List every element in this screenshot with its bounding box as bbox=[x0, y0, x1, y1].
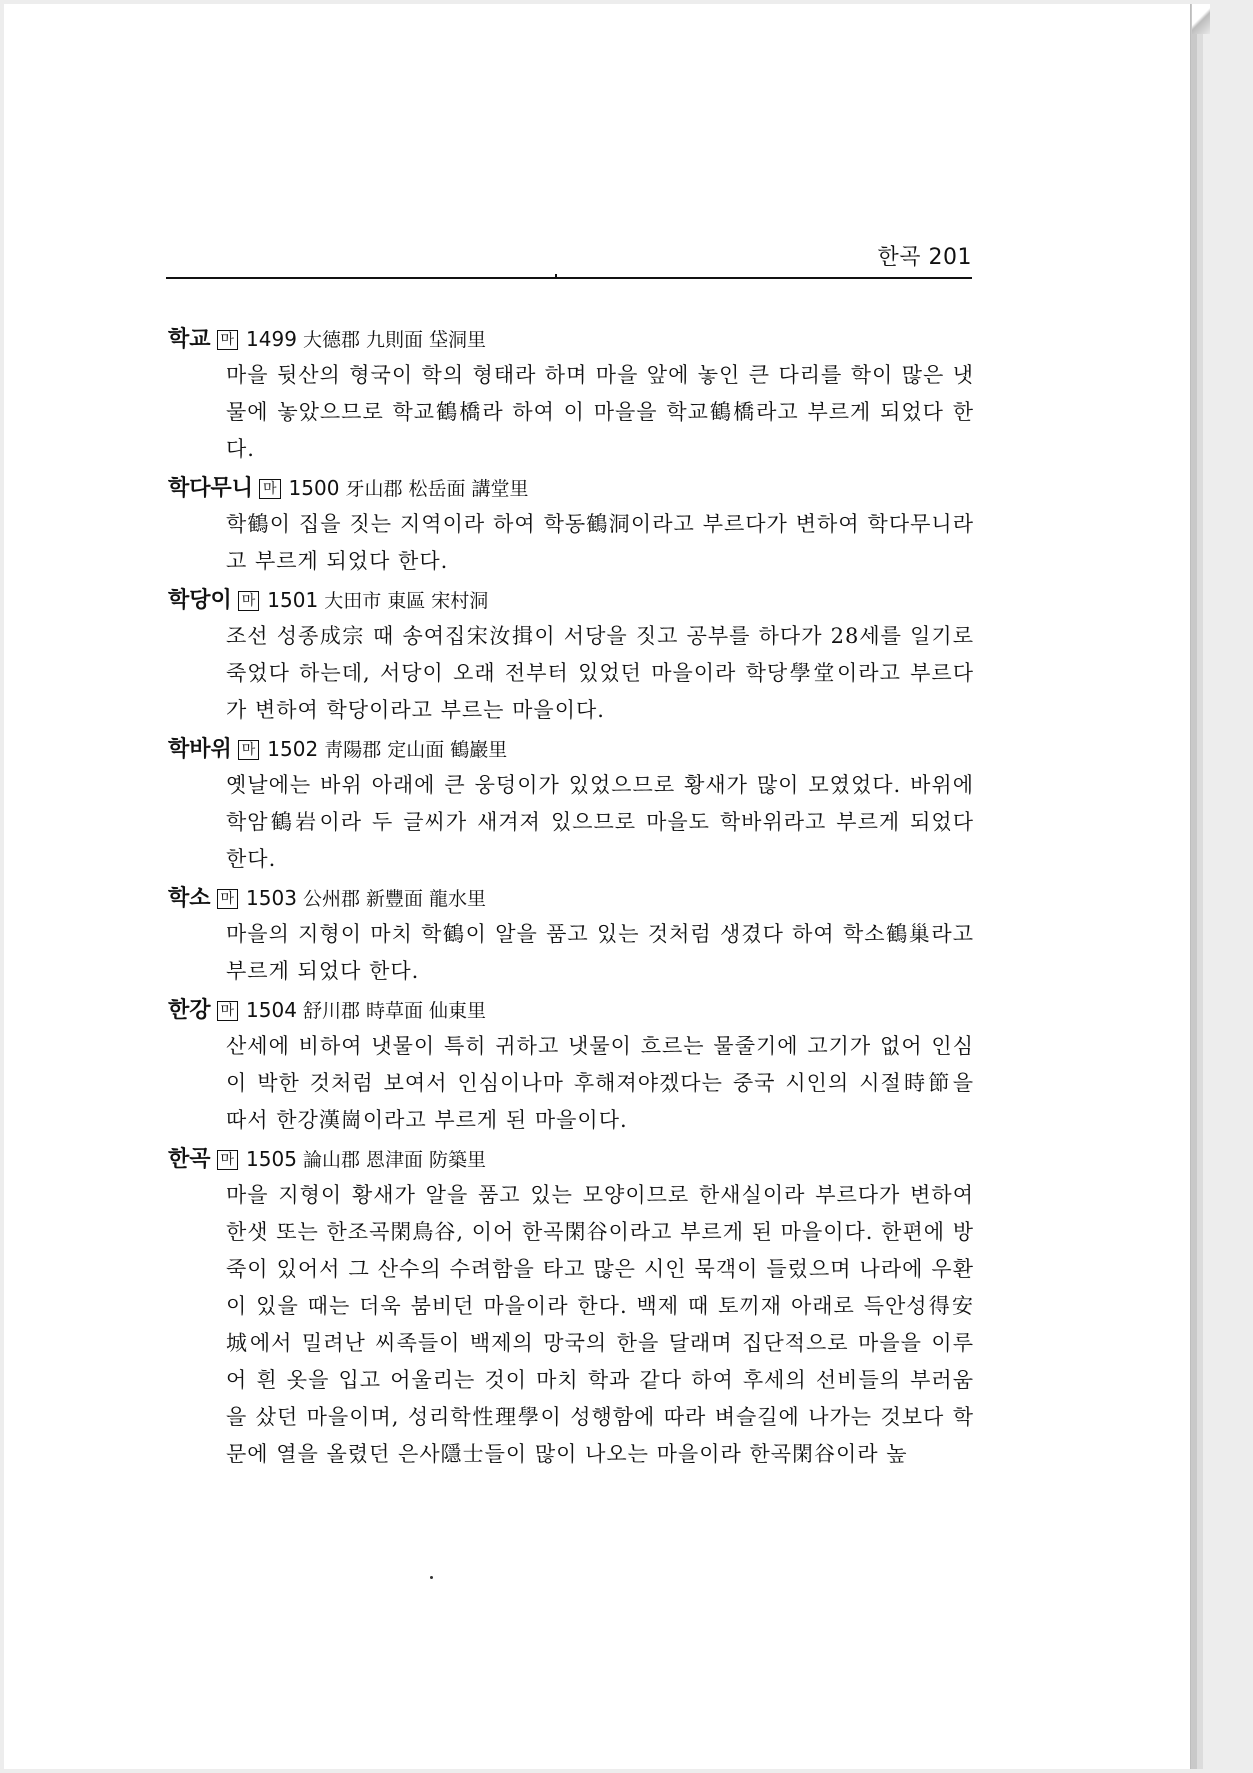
entry-1503 bbox=[168, 881, 974, 990]
entry-number: 1503 bbox=[246, 886, 297, 910]
category-badge: 마 bbox=[217, 889, 239, 909]
page-corner-curl bbox=[1192, 4, 1210, 34]
header-rule bbox=[166, 277, 972, 279]
entry-place: 靑陽郡 定山面 鶴巖里 bbox=[324, 739, 508, 761]
entry-number: 1502 bbox=[267, 737, 319, 761]
entry-name: 한강 bbox=[168, 998, 211, 1023]
entry-place: 牙山郡 松岳面 講堂里 bbox=[345, 478, 529, 500]
entry-1501 bbox=[168, 583, 974, 729]
entry-name: 한곡 bbox=[168, 1147, 211, 1172]
category-badge: 마 bbox=[238, 740, 260, 760]
entry-number: 1501 bbox=[267, 588, 319, 612]
entry-heading bbox=[168, 1142, 974, 1177]
category-badge: 마 bbox=[217, 330, 239, 350]
entry-1505 bbox=[168, 1142, 974, 1473]
entry-number: 1499 bbox=[246, 327, 297, 351]
category-badge: 마 bbox=[217, 1001, 239, 1021]
entry-description: 산세에 비하여 냇물이 특히 귀하고 냇물이 흐르는 물줄기에 고기가 없어 인심이 박한 것처럼 보여서 인심이나마 후해져야겠다는 중국 시인의 시절時節을 따서 한강漢崗이라고 부르게 된 마을이다. bbox=[226, 1034, 974, 1132]
entry-number: 1504 bbox=[246, 998, 297, 1022]
entry-name: 학바위 bbox=[168, 737, 232, 762]
entry-name: 학교 bbox=[168, 327, 211, 352]
entry-1502 bbox=[168, 732, 974, 878]
entry-name: 학다무니 bbox=[168, 476, 254, 501]
entry-description: 학鶴이 집을 짓는 지역이라 하여 학동鶴洞이라고 부르다가 변하여 학다무니라고 부르게 되었다 한다. bbox=[226, 512, 974, 573]
entry-1500 bbox=[168, 471, 974, 580]
entry-number: 1505 bbox=[246, 1147, 297, 1171]
category-badge: 마 bbox=[259, 479, 281, 499]
dictionary-entries bbox=[168, 322, 974, 1476]
category-badge: 마 bbox=[238, 591, 260, 611]
entry-place: 大德郡 九則面 垈洞里 bbox=[302, 329, 487, 351]
entry-place: 舒川郡 時草面 仙東里 bbox=[302, 1000, 487, 1022]
entry-name: 학당이 bbox=[168, 588, 232, 613]
entry-heading bbox=[168, 322, 974, 357]
entry-place: 大田市 東區 宋村洞 bbox=[324, 590, 489, 612]
entry-description: 조선 성종成宗 때 송여집宋汝揖이 서당을 짓고 공부를 하다가 28세를 일기로 죽었다 하는데, 서당이 오래 전부터 있었던 마을이라 학당學堂이라고 부르다가 변하여 학당이라고 부르는 마을이다. bbox=[226, 624, 974, 722]
entry-number: 1500 bbox=[288, 476, 340, 500]
entry-heading bbox=[168, 881, 974, 916]
entry-heading bbox=[168, 583, 974, 618]
entry-description: 마을 지형이 황새가 알을 품고 있는 모양이므로 한새실이라 부르다가 변하여 한샛 또는 한조곡閑鳥谷, 이어 한곡閑谷이라고 부르게 된 마을이다. 한편에 방죽이 있어서 그 산수의 수려함을 타고 많은 시인 묵객이 들렀으며 나라에 우환이 있을 때는 더욱 붐비던 마을이라 한다. 백제 때 토끼재 아래로 득안성得安城에서 밀려난 씨족들이 백제의 망국의 한을 달래며 집단적으로 마을을 이루어 흰 옷을 입고 어울리는 것이 마치 학과 같다 하여 후세의 선비들의 부러움을 샀던 마을이며, 성리학性理學이 성행함에 따라 벼슬길에 나가는 것보다 학문에 열을 올렸던 은사隱士들이 많이 나오는 마을이라 한곡閑谷이라 높 bbox=[226, 1183, 974, 1466]
entry-description: 마을 뒷산의 형국이 학의 형태라 하며 마을 앞에 놓인 큰 다리를 학이 많은 냇물에 놓았으므로 학교鶴橋라 하여 이 마을을 학교鶴橋라고 부르게 되었다 한다. bbox=[226, 363, 974, 461]
running-header: 한곡 201 bbox=[877, 245, 972, 270]
entry-place: 公州郡 新豐面 龍水里 bbox=[302, 888, 487, 910]
entry-place: 論山郡 恩津面 防築里 bbox=[302, 1149, 487, 1171]
entry-description: 마을의 지형이 마치 학鶴이 알을 품고 있는 것처럼 생겼다 하여 학소鶴巢라고 부르게 되었다 한다. bbox=[226, 922, 974, 983]
rule-mark bbox=[555, 274, 557, 278]
category-badge: 마 bbox=[217, 1150, 239, 1170]
entry-1504 bbox=[168, 993, 974, 1139]
scan-speck bbox=[430, 1576, 433, 1579]
entry-heading bbox=[168, 732, 974, 767]
entry-1499 bbox=[168, 322, 974, 468]
entry-heading bbox=[168, 993, 974, 1028]
book-page bbox=[4, 4, 1191, 1769]
entry-name: 학소 bbox=[168, 886, 211, 911]
entry-description: 옛날에는 바위 아래에 큰 웅덩이가 있었으므로 황새가 많이 모였었다. 바위에 학암鶴岩이라 두 글씨가 새겨져 있으므로 마을도 학바위라고 부르게 되었다 한다. bbox=[226, 773, 974, 871]
entry-heading bbox=[168, 471, 974, 506]
